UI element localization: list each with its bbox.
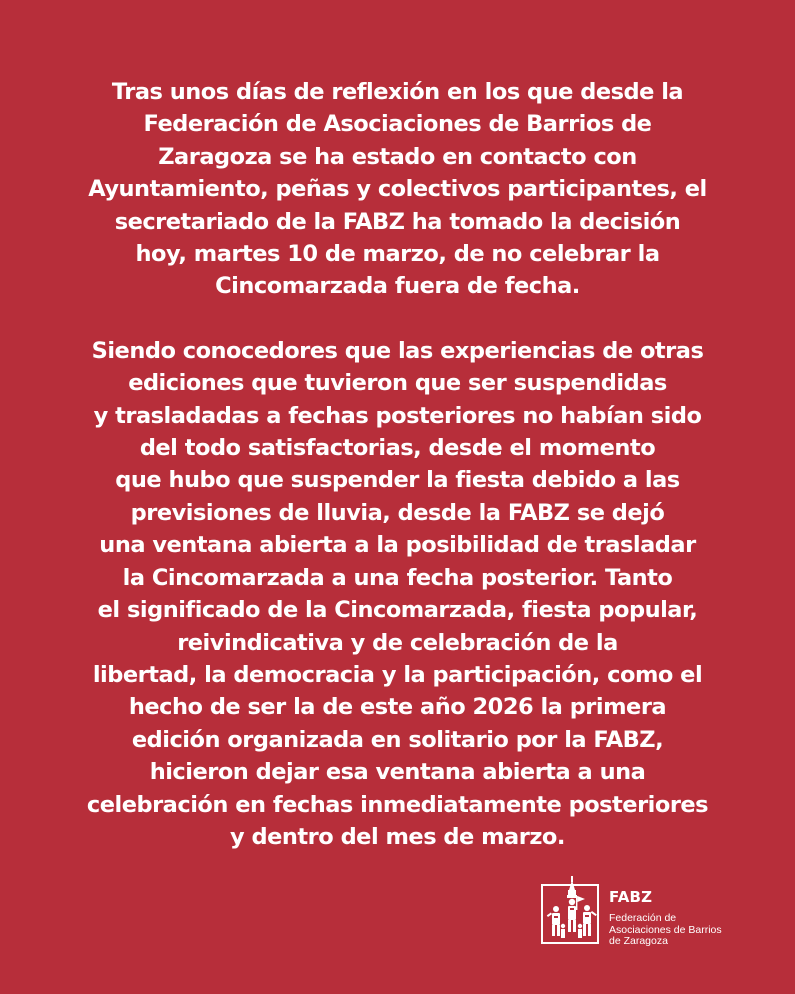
text-line: edición organizada en solitario por la FABZ, (131, 726, 664, 753)
text-line: Federación de Asociaciones de Barrios de (143, 111, 652, 138)
text-line: previsiones de lluvia, desde la FABZ se dejó (130, 499, 665, 526)
text-line: que hubo que suspender la fiesta debido a las (115, 467, 680, 494)
text-line: secretariado de la FABZ ha tomado la decisión (114, 208, 681, 235)
text-line: y trasladadas a fechas posteriores no habían sido (93, 402, 702, 429)
text-line: ediciones que tuvieron que ser suspendidas (128, 370, 667, 397)
text-line: hoy, martes 10 de marzo, de no celebrar la (135, 241, 660, 268)
logo-text (609, 884, 722, 948)
text-line: una ventana abierta a la posibilidad de trasladar (99, 532, 696, 559)
logo-subtitle (609, 913, 722, 948)
text-line: Ayuntamiento, peñas y colectivos participantes, el (88, 176, 707, 203)
logo-title: FABZ (609, 888, 653, 906)
text-line: el significado de la Cincomarzada, fiesta popular, (97, 597, 698, 624)
text-line: hicieron dejar esa ventana abierta a una (149, 759, 646, 786)
logo-subtitle-line: de Zaragoza (609, 935, 668, 947)
text-line: hecho de ser la de este año 2026 la primera (128, 694, 667, 721)
logo-subtitle-line: Federación de (609, 912, 677, 924)
text-line: libertad, la democracia y la participación, como el (92, 661, 703, 688)
text-line: del todo satisfactorias, desde el momento (139, 435, 656, 462)
text-line: Tras unos días de reflexión en los que desde la (111, 79, 684, 105)
logo-subtitle-line: Asociaciones de Barrios (609, 923, 722, 936)
fabz-emblem-icon (541, 884, 599, 944)
paragraph-2 (60, 335, 735, 854)
text-line: y dentro del mes de marzo. (230, 823, 565, 850)
text-line: Zaragoza se ha estado en contacto con (158, 143, 637, 170)
text-line: Siendo conocedores que las experiencias de otras (91, 337, 704, 364)
text-line: reivindicativa y de celebración de la (177, 629, 618, 656)
text-line: Cincomarzada fuera de fecha. (215, 273, 580, 300)
fabz-logo (541, 884, 722, 948)
statement-text (60, 76, 735, 853)
paragraph-1 (60, 76, 735, 303)
text-line: celebración en fechas inmediatamente posteriores (86, 791, 709, 818)
text-line: la Cincomarzada a una fecha posterior. Tanto (122, 564, 673, 591)
